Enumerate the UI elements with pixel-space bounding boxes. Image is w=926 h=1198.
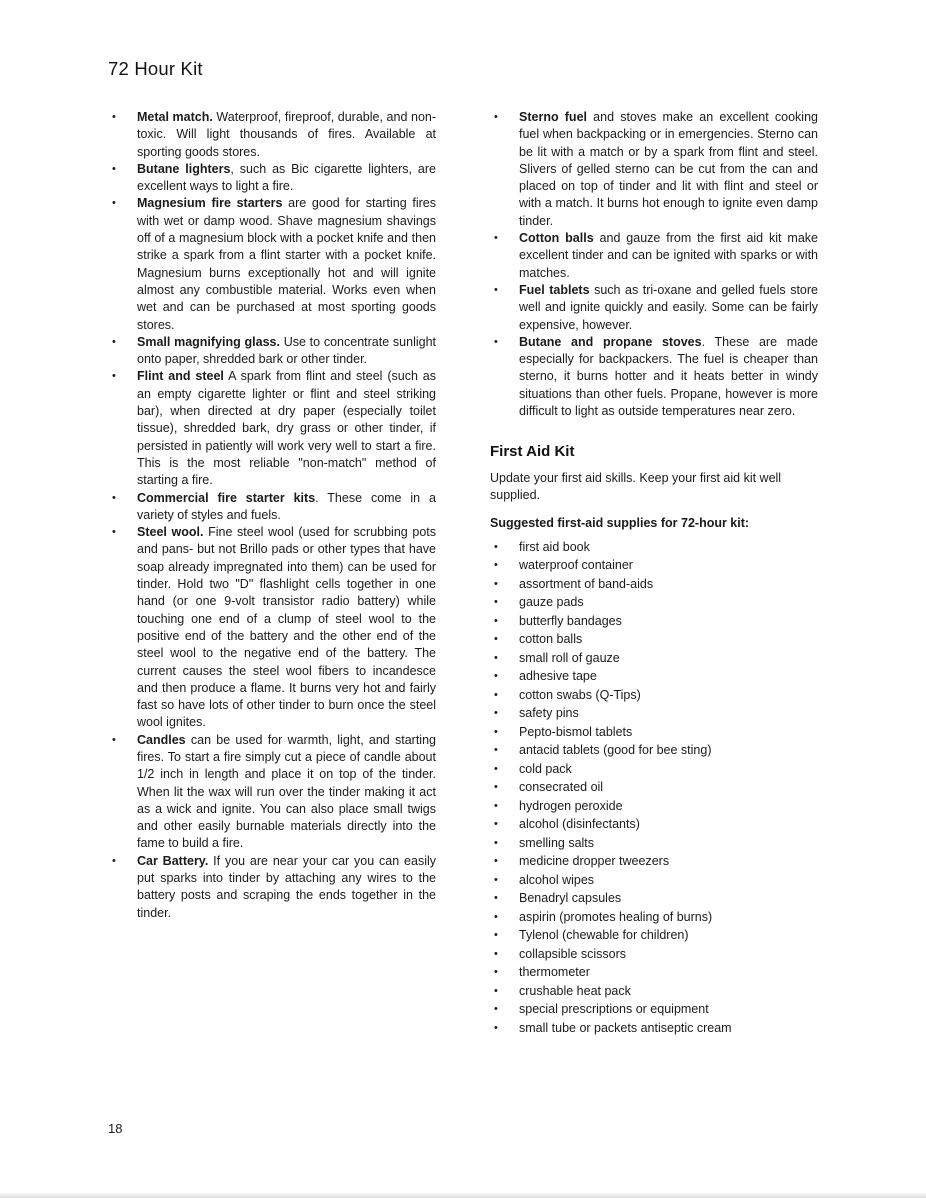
supply-item <box>490 1019 818 1038</box>
bullet-marker: • <box>494 651 498 664</box>
bullet-marker: • <box>112 733 116 746</box>
fire-starter-bullet <box>490 282 818 334</box>
bullet-marker: • <box>494 873 498 886</box>
bullet-marker: • <box>494 836 498 849</box>
first-aid-intro: Update your first aid skills. Keep your first aid kit well supplied. <box>490 470 782 502</box>
supply-item <box>490 945 818 964</box>
list-item-text: cold pack <box>519 761 572 776</box>
fire-starter-bullet <box>108 853 436 922</box>
list-item-bold-lead: Butane and propane stoves <box>519 334 702 349</box>
list-item-text: If you are near your car you can easily put sparks into tinder by attaching any wires to the battery posts and scraping the ends together in the tinder. <box>137 853 437 920</box>
list-item-text: smelling salts <box>519 835 595 850</box>
fire-starter-bullet <box>490 334 818 420</box>
bullet-marker: • <box>112 111 116 123</box>
list-item-text: collapsible scissors <box>519 946 626 961</box>
supply-item <box>490 963 818 982</box>
bullet-marker: • <box>494 781 498 794</box>
list-item-text: alcohol (disinfectants) <box>519 817 640 832</box>
supply-item <box>490 612 818 631</box>
supply-item <box>490 815 818 834</box>
list-item-text: small roll of gauze <box>519 650 620 665</box>
list-item-bold-lead: Flint and steel <box>137 369 224 384</box>
fire-starter-bullet <box>108 524 436 732</box>
list-item-text: aspirin (promotes healing of burns) <box>519 909 713 924</box>
bullet-marker: • <box>494 818 498 831</box>
list-item-text: A spark from flint and steel (such as an empty cigarette lighter or flint and steel striking bar), when directed at dry paper (especially toilet tissue), shredded bark, dry grass or other tinder, if persisted in patiently will work very well to start a fire. This is the most reliable "non-match" method of starting a fire. <box>137 369 436 488</box>
bullet-marker: • <box>494 910 498 923</box>
list-item-text: Waterproof, fireproof, durable, and non-toxic. Will light thousands of fires. Available at sporting goods stores. <box>137 110 437 159</box>
fire-starter-bullet <box>108 732 436 853</box>
list-item-text: cotton balls <box>519 632 583 647</box>
bullet-marker: • <box>494 984 498 997</box>
list-item-text: , such as Bic cigarette lighters, are excellent ways to light a fire. <box>137 161 436 194</box>
list-item-text: and gauze from the first aid kit make excellent tinder and can be ignited with sparks or with matches. <box>519 231 818 280</box>
supply-item <box>490 1000 818 1019</box>
supply-item <box>490 889 818 908</box>
supply-item <box>490 593 818 612</box>
bullet-marker: • <box>494 966 498 979</box>
list-item-text: special prescriptions or equipment <box>519 1002 709 1017</box>
fire-starter-bullet <box>490 109 818 230</box>
list-item-text: Pepto-bismol tablets <box>519 724 633 739</box>
bullet-marker: • <box>112 335 116 348</box>
list-item-bold-lead: Car Battery. <box>137 853 209 868</box>
list-item-bold-lead: Fuel tablets <box>519 282 590 297</box>
list-item-text: Use to concentrate sunlight onto paper, shredded bark or other tinder. <box>137 334 436 367</box>
supply-item <box>490 908 818 927</box>
list-item-text: crushable heat pack <box>519 983 631 998</box>
bullet-marker: • <box>494 762 498 775</box>
bullet-marker: • <box>494 929 498 942</box>
list-item-text: first aid book <box>519 539 590 554</box>
bullet-marker: • <box>494 614 498 627</box>
bullet-marker: • <box>112 854 116 867</box>
supply-item <box>490 834 818 853</box>
list-item-text: Benadryl capsules <box>519 891 622 906</box>
list-item-bold-lead: Steel wool. <box>137 525 204 540</box>
list-item-text: waterproof container <box>519 558 633 573</box>
supply-item <box>490 852 818 871</box>
supply-item <box>490 741 818 760</box>
supply-item <box>490 760 818 779</box>
list-item-text: small tube or packets antiseptic cream <box>519 1020 732 1035</box>
fire-starter-bullet <box>108 161 436 196</box>
supplies-heading: Suggested first-aid supplies for 72-hour kit: <box>490 516 750 531</box>
right-column <box>490 109 818 1037</box>
left-column <box>108 109 436 922</box>
list-item-bold-lead: Metal match. <box>137 110 213 124</box>
supply-item <box>490 686 818 705</box>
list-item-text: butterfly bandages <box>519 613 622 628</box>
fire-starter-bullet <box>490 230 818 282</box>
list-item-bold-lead: Butane lighters <box>137 161 231 176</box>
supply-item <box>490 723 818 742</box>
bullet-marker: • <box>494 744 498 757</box>
fire-starter-bullet <box>108 195 436 333</box>
list-item-text: thermometer <box>519 965 590 980</box>
list-item-text: cotton swabs (Q-Tips) <box>519 687 641 702</box>
list-item-text: are good for starting fires with wet or damp wood. Shave magnesium shavings off of a magnesium block with a pocket knife and then strike a spark from a flint starter with a pocket knife. Magnesium burns exceptionally hot and will ignite almost any combustible material. Works even when wet and can be purchased at most sporting goods stores. <box>137 196 436 332</box>
list-item-bold-lead: Commercial fire starter kits <box>137 490 316 505</box>
bullet-marker: • <box>494 707 498 720</box>
bullet-marker: • <box>112 526 116 539</box>
bullet-marker: • <box>494 232 498 245</box>
bullet-marker: • <box>494 633 498 646</box>
bullet-marker: • <box>494 670 498 683</box>
bullet-marker: • <box>494 1021 498 1034</box>
supply-item <box>490 649 818 668</box>
bullet-marker: • <box>494 855 498 868</box>
right-column-bullets <box>490 109 818 420</box>
bullet-marker: • <box>494 892 498 905</box>
list-item-text: alcohol wipes <box>519 872 595 887</box>
list-item-bold-lead: Magnesium fire starters <box>137 196 283 211</box>
bullet-marker: • <box>112 370 116 383</box>
supply-item <box>490 704 818 723</box>
supply-item <box>490 797 818 816</box>
list-item-text: assortment of band-aids <box>519 576 654 591</box>
supplies-list <box>490 538 818 1038</box>
first-aid-heading: First Aid Kit <box>490 443 575 461</box>
bullet-marker: • <box>112 491 116 504</box>
supply-item <box>490 556 818 575</box>
list-item-text: consecrated oil <box>519 780 604 795</box>
list-item-text: . These are made especially for backpackers. The fuel is cheaper than sterno, it burns hotter and it heats better in windy situations than other fuels. Propane, however is more difficult to light as outside temperatures near zero. <box>519 334 818 419</box>
fire-starter-bullet <box>108 109 436 161</box>
bullet-marker: • <box>494 559 498 572</box>
supply-item <box>490 871 818 890</box>
bullet-marker: • <box>494 540 498 553</box>
supply-item <box>490 778 818 797</box>
bullet-marker: • <box>112 197 116 210</box>
list-item-bold-lead: Sterno fuel <box>519 110 587 124</box>
supply-item <box>490 630 818 649</box>
list-item-text: adhesive tape <box>519 669 597 684</box>
bullet-marker: • <box>494 596 498 609</box>
supply-item <box>490 538 818 557</box>
bullet-marker: • <box>494 947 498 960</box>
fire-starter-bullet <box>108 334 436 369</box>
supply-item <box>490 982 818 1001</box>
supply-item <box>490 667 818 686</box>
list-item-text: Fine steel wool (used for scrubbing pots and pans- but not Brillo pads or other types that have soap already impregnated into them) can be used for tinder. Hold two "D" flashlight cells together in one hand (or one 9-volt transistor radio battery) while touching one end of a clump of steel wool to the positive end of the battery and the other end of the steel wool to the negative end of the battery. The current causes the steel wool fibers to incandesce and then produce a flame. It burns very hot and fairly fast so have lots of other tinder to burn once the steel wool ignites. <box>137 525 436 730</box>
supply-item <box>490 575 818 594</box>
supply-item <box>490 926 818 945</box>
bullet-marker: • <box>494 577 498 590</box>
bullet-marker: • <box>494 335 498 348</box>
fire-starter-bullet <box>108 368 436 489</box>
list-item-text: . These come in a variety of styles and fuels. <box>137 490 436 522</box>
bullet-marker: • <box>494 283 498 296</box>
bullet-marker: • <box>494 111 498 123</box>
list-item-bold-lead: Candles <box>137 732 186 747</box>
bullet-marker: • <box>494 688 498 701</box>
list-item-text: and stoves make an excellent cooking fuel when backpacking or in emergencies. Sterno can be lit with a match or by a spark from flint and steel. Slivers of gelled sterno can be cut from the can and placed on top of tinder and lit with flint and steel or with a match. It burns hot enough to ignite even damp tinder. <box>519 110 818 228</box>
list-item-text: safety pins <box>519 706 579 721</box>
list-item-text: such as tri-oxane and gelled fuels store well and ignite quickly and easily. Some can be fairly expensive, however. <box>519 282 818 332</box>
list-item-text: antacid tablets (good for bee sting) <box>519 743 712 758</box>
bullet-marker: • <box>494 1003 498 1016</box>
page-title: 72 Hour Kit <box>108 58 203 79</box>
bullet-marker: • <box>494 725 498 738</box>
bullet-marker: • <box>494 799 498 812</box>
list-item-text: hydrogen peroxide <box>519 798 623 813</box>
page-number: 18 <box>108 1121 123 1136</box>
bullet-marker: • <box>112 162 116 175</box>
list-item-bold-lead: Small magnifying glass. <box>137 334 280 349</box>
page-bottom-edge <box>0 1192 926 1198</box>
list-item-bold-lead: Cotton balls <box>519 231 594 246</box>
list-item-text: can be used for warmth, light, and starting fires. To start a fire simply cut a piece of candle about 1/2 inch in length and place it on top of the tinder. When lit the wax will run over the tinder making it act as a wick and ignite. You can also place small twigs and other easily burnable materials directly into the fame to build a fire. <box>137 732 436 851</box>
list-item-text: Tylenol (chewable for children) <box>519 928 689 943</box>
list-item-text: gauze pads <box>519 595 584 610</box>
fire-starter-bullet <box>108 490 436 525</box>
list-item-text: medicine dropper tweezers <box>519 854 670 869</box>
